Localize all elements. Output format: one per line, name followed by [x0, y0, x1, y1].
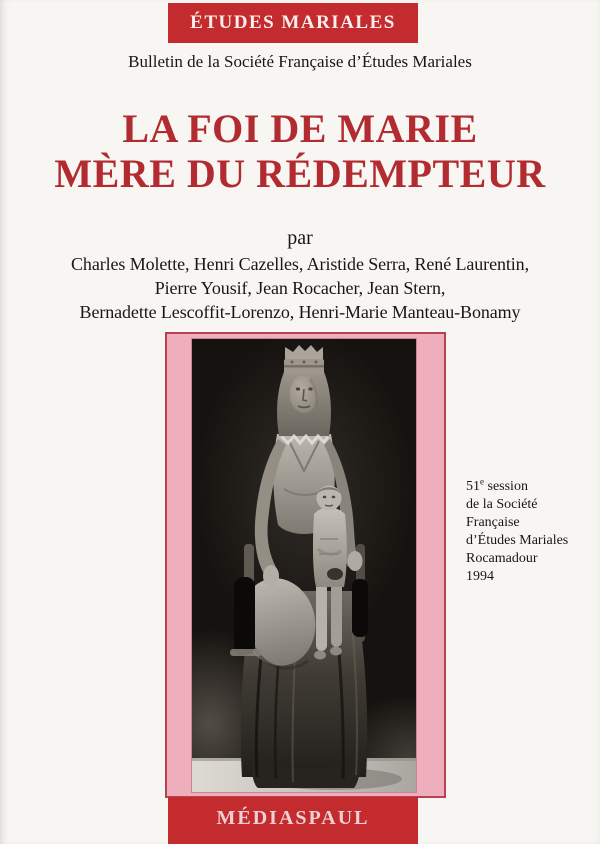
cover-photo-frame	[165, 332, 446, 798]
publisher-name: MÉDIASPAUL	[216, 807, 370, 829]
session-line: Française	[466, 515, 520, 530]
ordinal-superscript: e	[480, 476, 484, 487]
byline-par: par	[287, 227, 313, 249]
session-line: de la Société	[466, 497, 538, 512]
book-title-line1: LA FOI DE MARIE	[122, 106, 478, 151]
virgin-and-child-statue-photo	[192, 339, 416, 792]
book-title	[0, 106, 600, 196]
session-line: Rocamadour	[466, 551, 538, 566]
session-note	[466, 478, 596, 586]
author-list	[0, 252, 600, 324]
session-line: d’Études Mariales	[466, 533, 569, 548]
session-line: 51e session	[466, 476, 528, 494]
publisher-banner	[168, 797, 418, 844]
series-title: ÉTUDES MARIALES	[190, 12, 396, 33]
series-banner	[168, 3, 418, 43]
author-line: Pierre Yousif, Jean Rocacher, Jean Stern,	[154, 278, 446, 298]
bulletin-subtitle: Bulletin de la Société Française d’Études Mariales	[128, 52, 472, 71]
session-line: 1994	[466, 569, 494, 584]
book-title-line2: MÈRE DU RÉDEMPTEUR	[54, 151, 546, 196]
author-line: Charles Molette, Henri Cazelles, Aristide Serra, René Laurentin,	[71, 254, 529, 274]
author-line: Bernadette Lescoffit-Lorenzo, Henri-Marie Manteau-Bonamy	[79, 302, 521, 322]
